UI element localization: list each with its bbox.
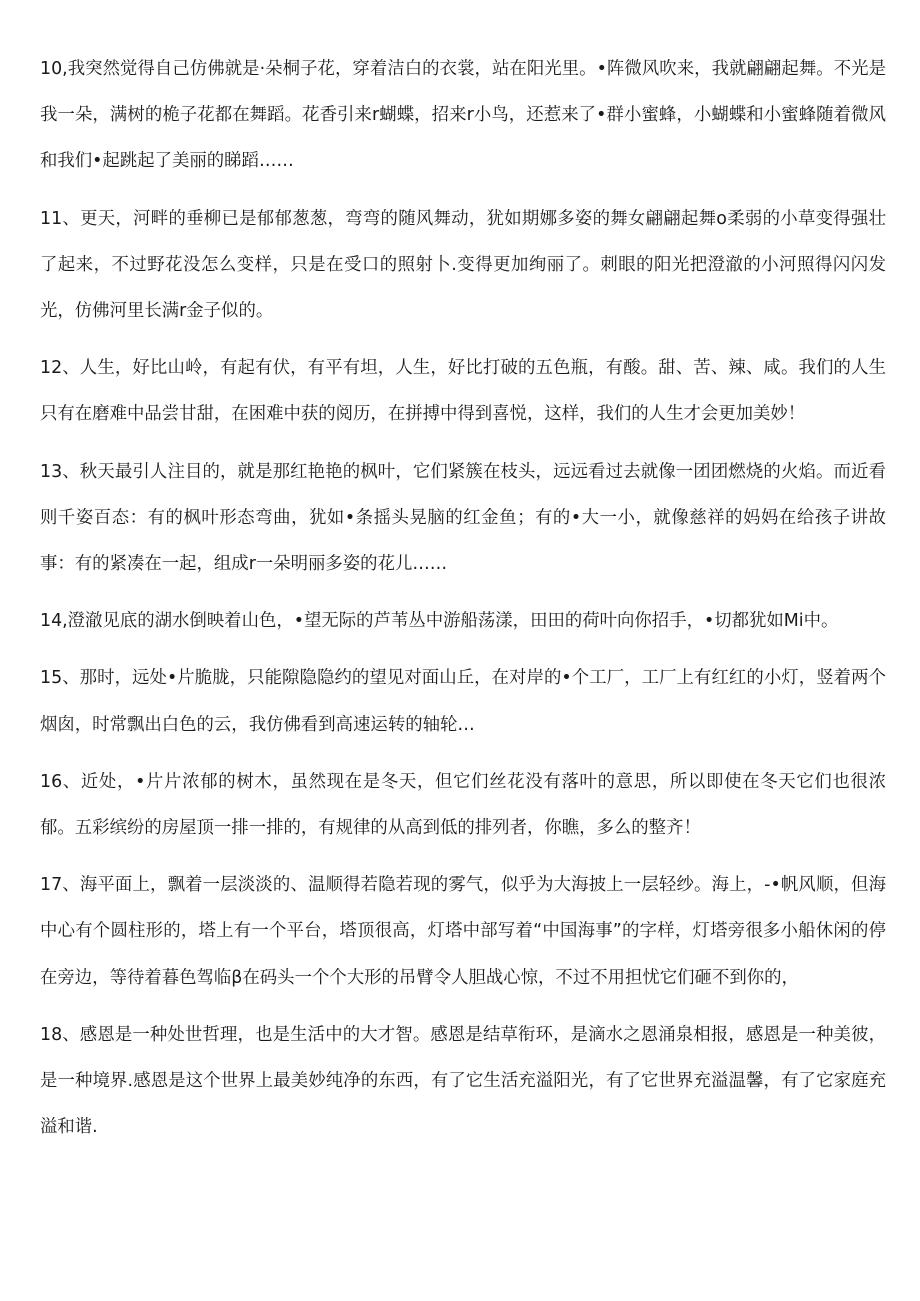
paragraph-18: 18、感恩是一种处世哲理，也是生活中的大才智。感恩是结草衔环，是滴水之恩涌泉相报，感恩是一种美彼，是一种境界.感恩是这个世界上最美妙纯净的东西，有了它生活充溢阳光，有了它世界充溢温馨，有了它家庭充溢和谐. [40, 1024, 886, 1138]
paragraph-17: 17、海平面上，飘着一层淡淡的、温顺得若隐若现的雾气，似乎为大海披上一层轻纱。海上，-•帆风顺，但海中心有个圆柱形的，塔上有一个平台，塔顶很高，灯塔中部写着“中国海事”的字样，灯塔旁很多小船休闲的停在旁边，等待着暮色驾临β在码头一个个大形的吊臂令人胆战心惊，不过不用担忧它们砸不到你的， [40, 875, 886, 988]
paragraph-15: 15、那时，远处•片脆胧，只能隙隐隐约的望见对面山丘，在对岸的•个工厂，工厂上有红红的小灯，竖着两个烟囱，时常飘出白色的云，我仿佛看到高速运转的轴轮… [40, 668, 886, 735]
paragraph-14: 14,澄澈见底的湖水倒映着山色，•望无际的芦苇丛中游船荡漾，田田的荷叶向你招手，•切都犹如Mi中。 [40, 611, 839, 632]
paragraph-10: 10,我突然觉得自己仿佛就是·朵桐子花，穿着洁白的衣裳，站在阳光里。•阵微风吹来，我就翩翩起舞。不光是我一朵，满树的桅子花都在舞蹈。花香引来r蝴蝶，招来r小鸟，还惹来了•群小蜜蜂，小蝴蝶和小蜜蜂随着微风和我们•起跳起了美丽的睇蹈…… [40, 59, 886, 172]
paragraph-13: 13、秋天最引人注目的，就是那红艳艳的枫叶，它们紧簇在枝头，远远看过去就像一团团燃烧的火焰。而近看则千姿百态：有的枫叶形态弯曲，犹如•条摇头晃脑的红金鱼；有的•大一小，就像慈祥的妈妈在给孩子讲故事：有的紧凑在一起，组成r一朵明丽多姿的花儿…… [40, 461, 886, 575]
paragraph-16: 16、近处，•片片浓郁的树木，虽然现在是冬天，但它们丝花没有落叶的意思，所以即使在冬天它们也很浓郁。五彩缤纷的房屋顶一排一排的，有规律的从高到低的排列者，你瞧，多么的整齐！ [40, 771, 886, 839]
paragraph-12: 12、人生，好比山岭，有起有伏，有平有坦，人生，好比打破的五色瓶，有酸。甜、苦、辣、咸。我们的人生只有在磨难中品尝甘甜，在困难中获的阅历，在拼搏中得到喜悦，这样，我们的人生才会更加美妙！ [40, 358, 886, 425]
paragraph-11: 11、更天，河畔的垂柳已是郁郁葱葱，弯弯的随风舞动，犹如期娜多姿的舞女翩翩起舞o柔弱的小草变得强壮了起来，不过野花没怎么变样，只是在受口的照射卜.变得更加绚丽了。刺眼的阳光把澄澈的小河照得闪闪发光，仿佛河里长满r金子似的。 [40, 208, 886, 322]
